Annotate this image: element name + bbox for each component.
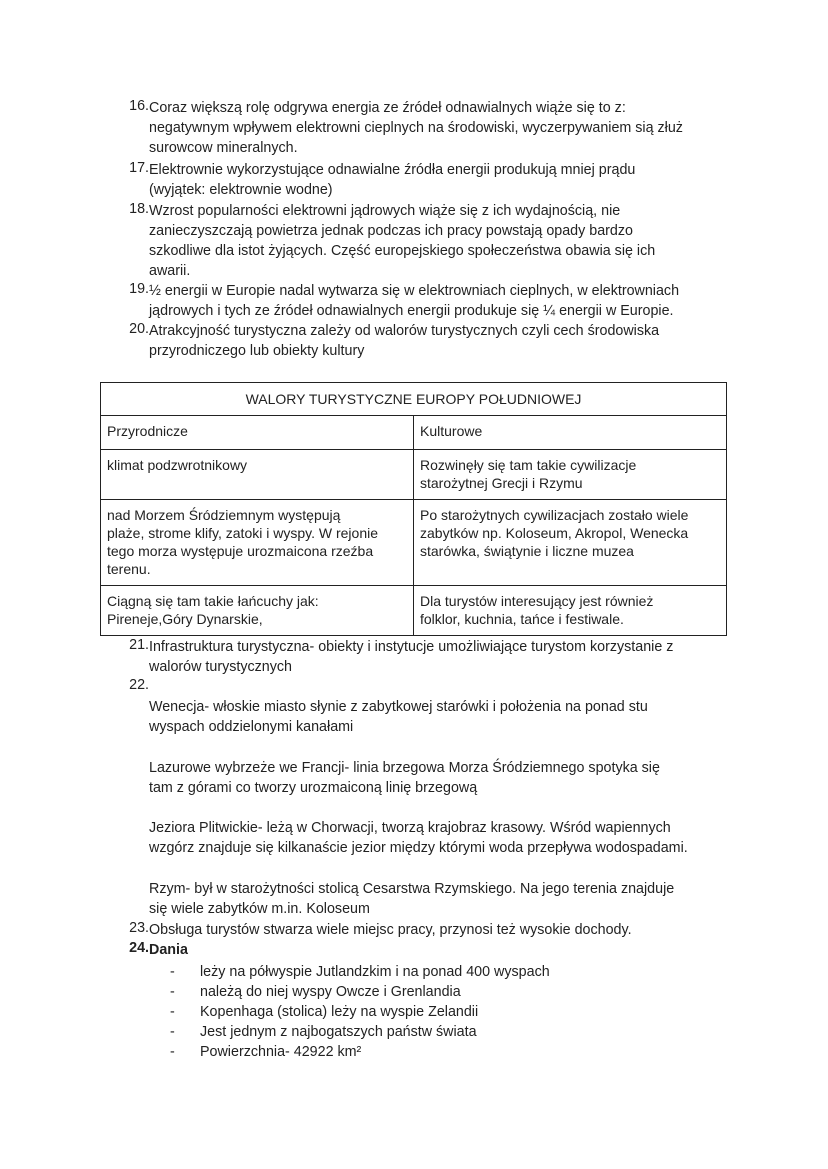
- cell-line: Ciągną się tam takie łańcuchy jak:: [107, 593, 319, 609]
- cell-line: terenu.: [107, 561, 151, 577]
- dash-bullet: -: [170, 1044, 175, 1060]
- bullet-text: należą do niej wyspy Owcze i Grenlandia: [200, 984, 461, 1000]
- bullet-text: Powierzchnia- 42922 km²: [200, 1044, 362, 1060]
- table-header-cell: [101, 416, 414, 450]
- item-number: 22.: [129, 677, 149, 693]
- paragraph-line: się wiele zabytków m.in. Koloseum: [149, 901, 370, 917]
- bullet-text: Kopenhaga (stolica) leży na wyspie Zelandii: [200, 1004, 479, 1020]
- cell-line: klimat podzwrotnikowy: [107, 457, 248, 473]
- table-cell: [101, 450, 414, 500]
- paragraph-line: tam z górami co tworzy urozmaiconą linię brzegową: [149, 780, 478, 796]
- table-row: [101, 586, 727, 636]
- table-row: [101, 500, 727, 586]
- item-text-line: surowcow mineralnych.: [149, 140, 298, 156]
- item-text-line: Atrakcyjność turystyczna zależy od walorów turystycznych czyli cech środowiska: [149, 323, 660, 339]
- dash-bullet: -: [170, 984, 175, 1000]
- dash-bullet: -: [170, 1004, 175, 1020]
- item-number: 17.: [129, 160, 149, 176]
- paragraph-lazurowe-wybrzeze: [149, 758, 749, 798]
- item-text-line: negatywnym wpływem elektrowni cieplnych na środowiski, wyczerpywaniem sią złuż: [149, 120, 683, 136]
- cell-line: nad Morzem Śródziemnym występują: [107, 507, 341, 523]
- dash-bullet: -: [170, 964, 175, 980]
- item-text-line: (wyjątek: elektrownie wodne): [149, 182, 333, 198]
- section-title-dania: Dania: [149, 942, 188, 958]
- header-przyrodnicze: Przyrodnicze: [107, 423, 188, 439]
- item-text-line: ½ energii w Europie nadal wytwarza się w elektrowniach cieplnych, w elektrowniach: [149, 283, 680, 299]
- table-cell: [101, 586, 414, 636]
- bullet-text: leży na półwyspie Jutlandzkim i na ponad 400 wyspach: [200, 964, 550, 980]
- table-title-cell: [101, 383, 727, 416]
- cell-line: Pireneje,Góry Dynarskie,: [107, 611, 263, 627]
- item-number: 24.: [129, 940, 149, 956]
- item-text-line: szkodliwe dla istot żyjących. Część europejskiego społeczeństwa obawia się ich: [149, 243, 656, 259]
- table-title: WALORY TURYSTYCZNE EUROPY POŁUDNIOWEJ: [245, 391, 582, 407]
- paragraph-wenecja: [149, 697, 749, 737]
- cell-line: starożytnej Grecji i Rzymu: [420, 475, 583, 491]
- item-text-line: Infrastruktura turystyczna- obiekty i instytucje umożliwiające turystom korzystanie z: [149, 639, 674, 655]
- paragraph-line: Rzym- był w starożytności stolicą Cesarstwa Rzymskiego. Na jego terenia znajduje: [149, 881, 675, 897]
- cell-line: Dla turystów interesujący jest również: [420, 593, 654, 609]
- cell-line: Rozwinęły się tam takie cywilizacje: [420, 457, 637, 473]
- item-text-line: przyrodniczego lub obiekty kultury: [149, 343, 365, 359]
- cell-line: folklor, kuchnia, tańce i festiwale.: [420, 611, 624, 627]
- table-cell: [414, 500, 727, 586]
- paragraph-line: Wenecja- włoskie miasto słynie z zabytkowej starówki i położenia na ponad stu: [149, 699, 648, 715]
- item-text-line: Elektrownie wykorzystujące odnawialne źródła energii produkują mniej prądu: [149, 162, 636, 178]
- table-cell: [414, 450, 727, 500]
- item-number: 16.: [129, 98, 149, 114]
- item-text-line: zanieczyszczają powietrza jednak podczas ich pracy powstają opady bardzo: [149, 223, 633, 239]
- paragraph-line: Jeziora Plitwickie- leżą w Chorwacji, tworzą krajobraz krasowy. Wśród wapiennych: [149, 820, 671, 836]
- paragraph-line: wyspach oddzielonymi kanałami: [149, 719, 354, 735]
- item-text-line: awarii.: [149, 263, 191, 279]
- table-cell: [101, 500, 414, 586]
- walory-table: [100, 382, 727, 636]
- table-header-cell: [414, 416, 727, 450]
- item-number: 21.: [129, 637, 149, 653]
- cell-line: starówka, świątynie i liczne muzea: [420, 543, 634, 559]
- cell-line: Po starożytnych cywilizacjach zostało wiele: [420, 507, 689, 523]
- paragraph-jeziora-plitwickie: [149, 818, 749, 858]
- item-text-line: walorów turystycznych: [149, 659, 293, 675]
- paragraph-line: Lazurowe wybrzeże we Francji- linia brzegowa Morza Śródziemnego spotyka się: [149, 760, 660, 776]
- item-text-line: jądrowych i tych ze źródeł odnawialnych energii produkuje się ¼ energii w Europie.: [149, 303, 674, 319]
- item-number: 23.: [129, 920, 149, 936]
- item-number: 19.: [129, 281, 149, 297]
- table-row: [101, 450, 727, 500]
- header-kulturowe: Kulturowe: [420, 423, 483, 439]
- cell-line: tego morza występuje urozmaicona rzeźba: [107, 543, 374, 559]
- item-text-line: Coraz większą rolę odgrywa energia ze źródeł odnawialnych wiąże się to z:: [149, 100, 626, 116]
- item-text-line: Wzrost popularności elektrowni jądrowych wiąże się z ich wydajnością, nie: [149, 203, 621, 219]
- item-text-line: Obsługa turystów stwarza wiele miejsc pracy, przynosi też wysokie dochody.: [149, 922, 632, 938]
- paragraph-rzym: [149, 879, 749, 919]
- paragraph-line: wzgórz znajduje się kilkanaście jezior między którymi woda przepływa wodospadami.: [149, 840, 688, 856]
- item-number: 18.: [129, 201, 149, 217]
- bullet-text: Jest jednym z najbogatszych państw świata: [200, 1024, 477, 1040]
- table-cell: [414, 586, 727, 636]
- item-number: 20.: [129, 321, 149, 337]
- cell-line: plaże, strome klify, zatoki i wyspy. W rejonie: [107, 525, 379, 541]
- dash-bullet: -: [170, 1024, 175, 1040]
- cell-line: zabytków np. Koloseum, Akropol, Wenecka: [420, 525, 689, 541]
